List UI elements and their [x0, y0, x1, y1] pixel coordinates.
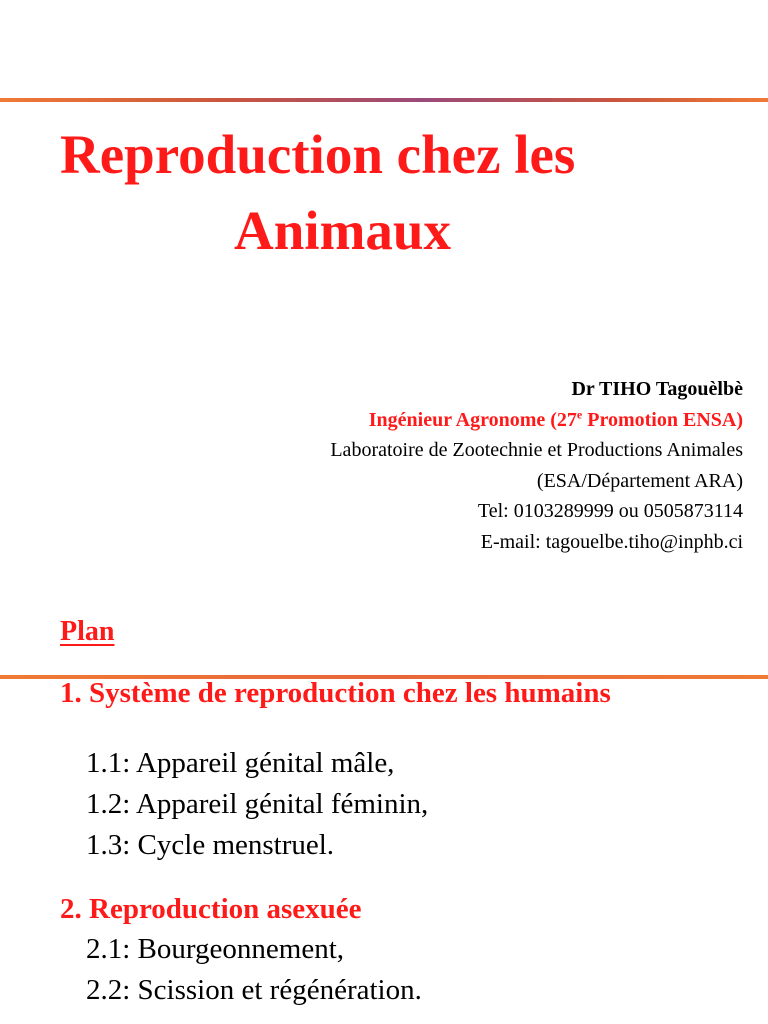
top-divider — [0, 98, 768, 102]
list-item: 1.2: Appareil génital féminin, — [86, 788, 429, 820]
author-phone: Tel: 0103289999 ou 0505873114 — [477, 500, 743, 522]
author-lab: Laboratoire de Zootechnie et Productions Animales — [330, 439, 743, 461]
section-item-list — [86, 929, 422, 1011]
slide-title-line-1: Reproduction chez les — [60, 124, 576, 185]
section-heading: 1. Système de reproduction chez les humains — [60, 677, 611, 709]
author-title — [330, 405, 743, 436]
section-heading: 2. Reproduction asexuée — [60, 893, 362, 925]
author-title-superscript: e — [576, 406, 583, 421]
section-item-list — [86, 743, 428, 866]
author-title-prefix: Ingénieur Agronome (27 — [368, 408, 577, 431]
author-department: (ESA/Département ARA) — [536, 469, 743, 492]
author-email: E-mail: tagouelbe.tiho@inphb.ci — [480, 530, 743, 553]
plan-heading: Plan — [60, 616, 115, 647]
slide-title-line-2: Animaux — [234, 200, 451, 261]
list-item: 1.1: Appareil génital mâle, — [86, 747, 395, 779]
author-name: Dr TIHO Tagouèlbè — [571, 378, 743, 400]
author-block — [330, 374, 743, 557]
list-item: 1.3: Cycle menstruel. — [86, 829, 335, 861]
list-item: 2.1: Bourgeonnement, — [86, 933, 345, 965]
list-item: 2.2: Scission et régénération. — [86, 974, 422, 1006]
author-title-suffix: Promotion ENSA) — [582, 408, 743, 431]
